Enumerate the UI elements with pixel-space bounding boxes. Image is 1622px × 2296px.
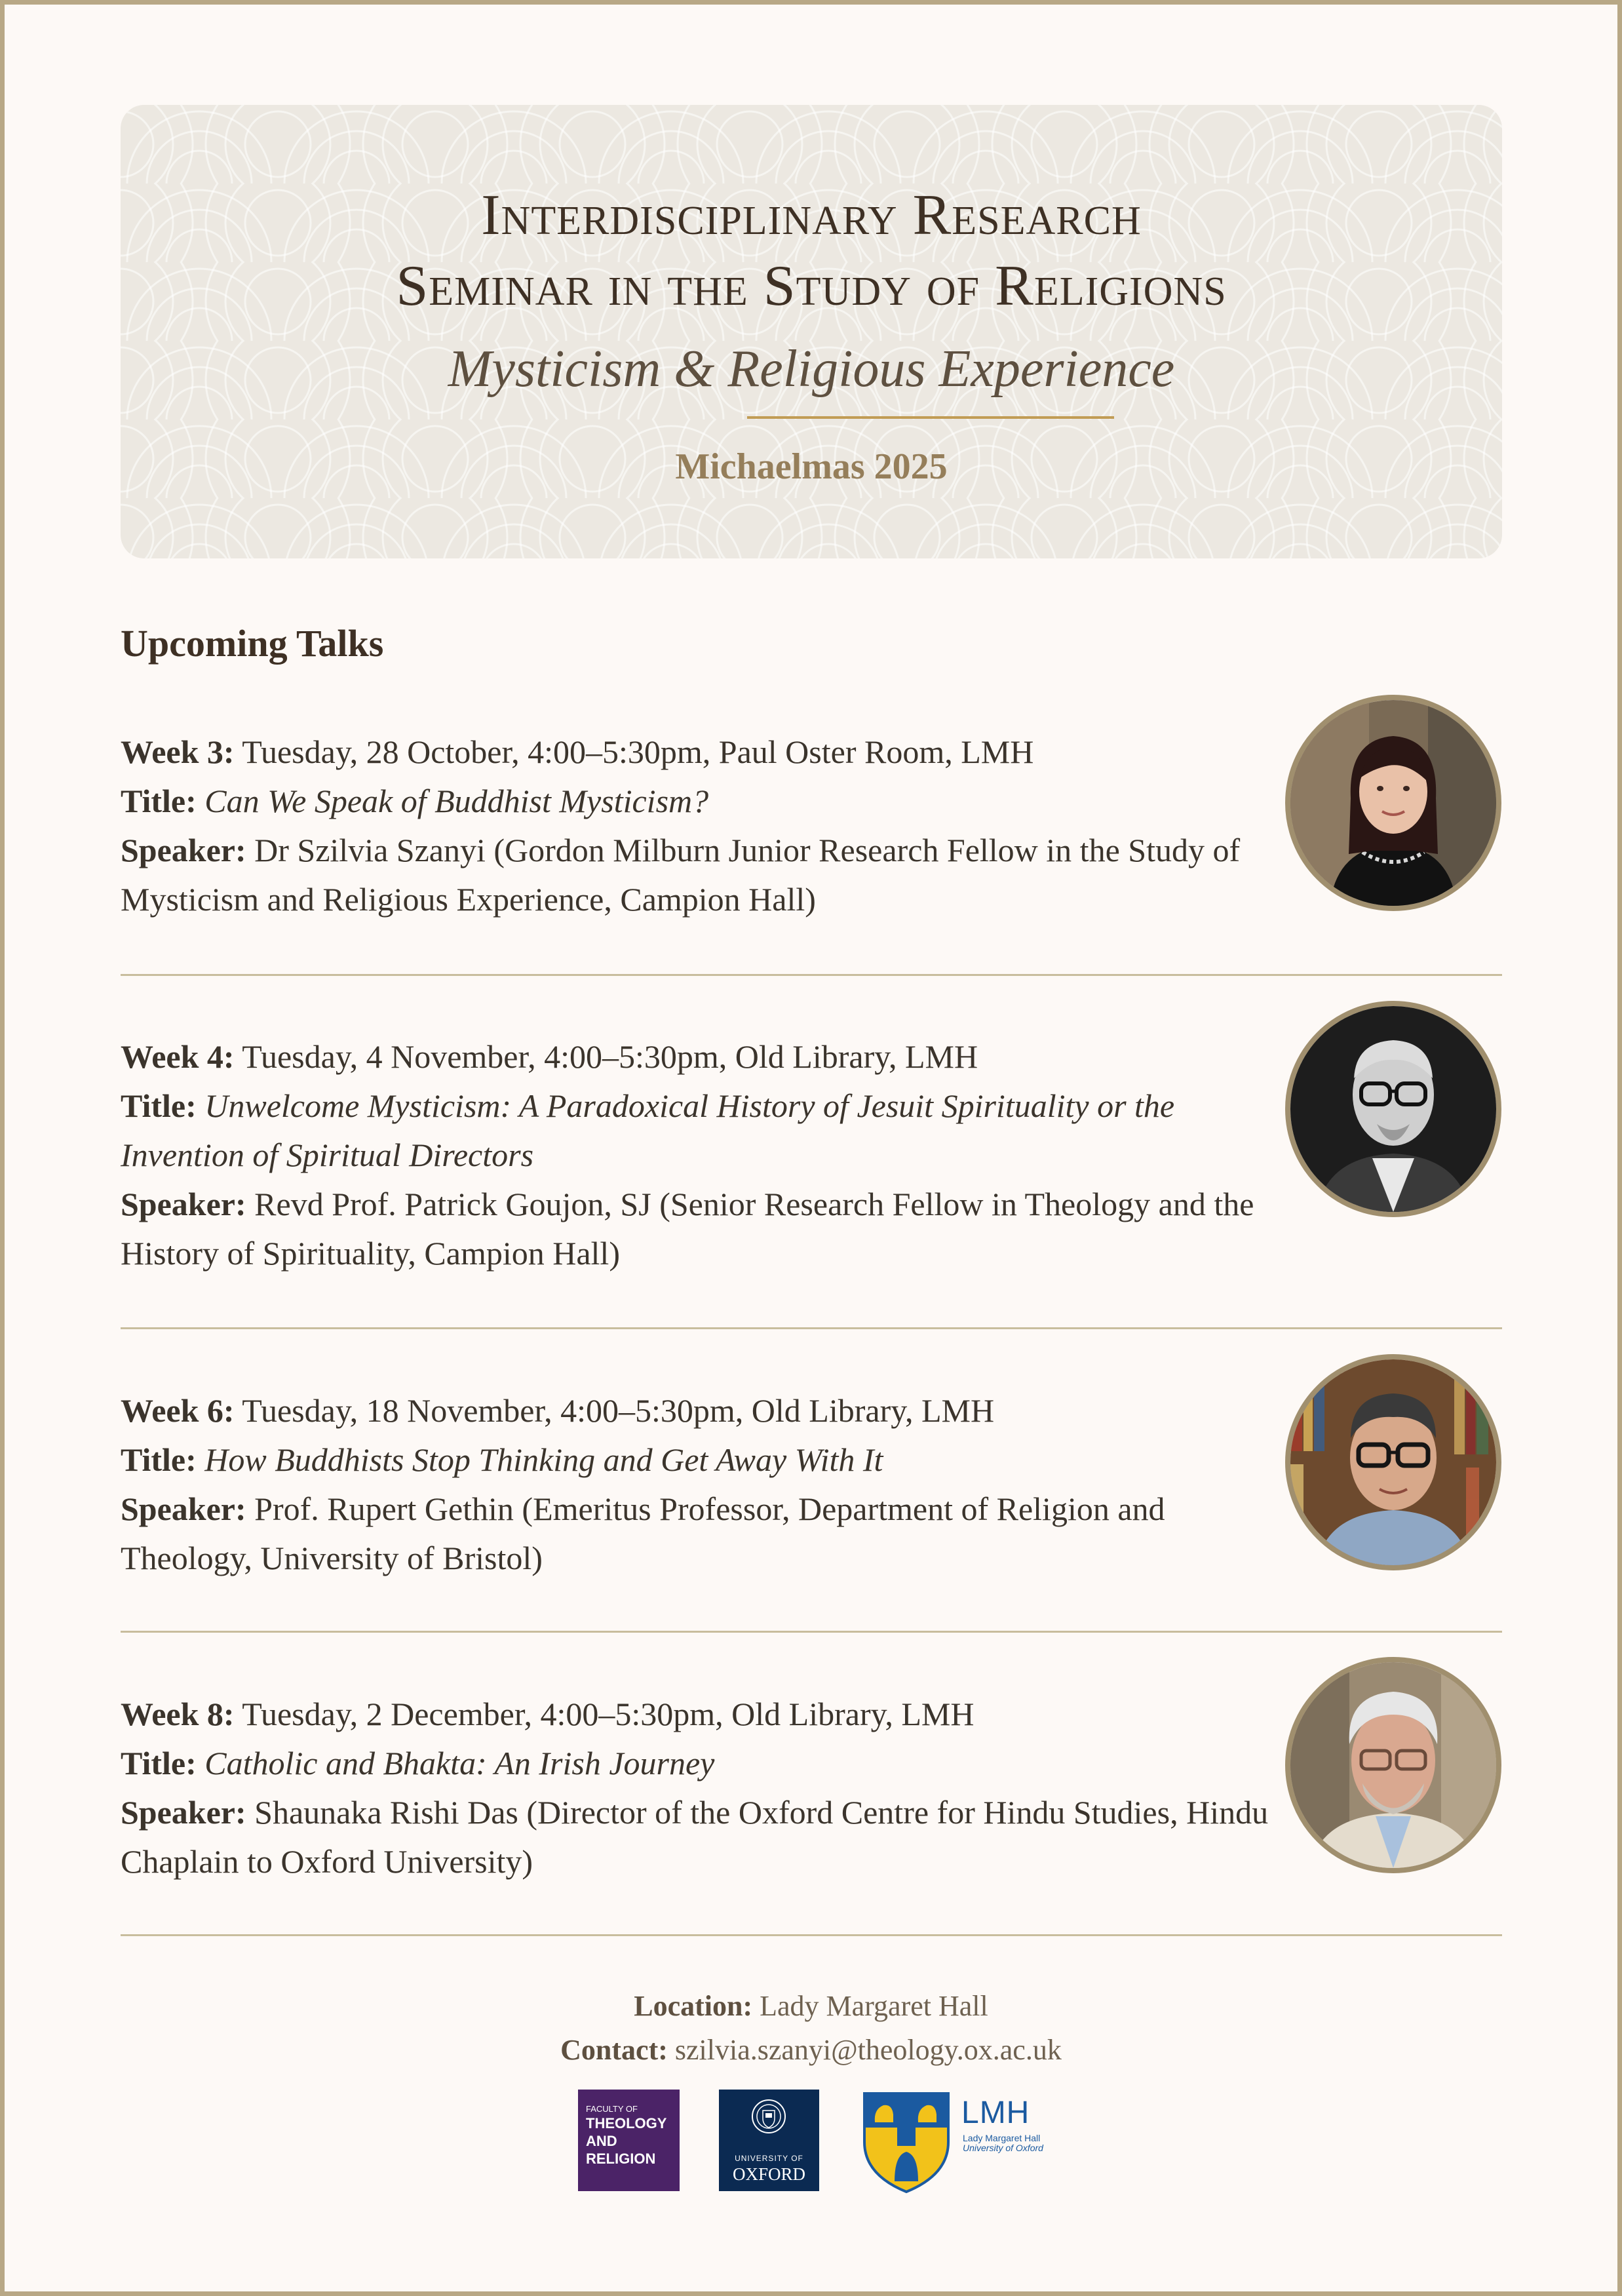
location-label: Location:: [634, 1990, 753, 2022]
week-label: Week 8:: [121, 1696, 235, 1732]
speaker-label: Speaker:: [121, 1794, 246, 1831]
speaker-photo-das: [1285, 1657, 1501, 1873]
talk-speaker: Shaunaka Rishi Das (Director of the Oxford Centre for Hindu Studies, Hindu Chaplain to Oxford University): [121, 1794, 1269, 1880]
talk-entry-week8: [121, 1690, 1274, 1886]
talk-title-line: [121, 777, 1274, 826]
talk-title: How Buddhists Stop Thinking and Get Away With It: [204, 1441, 883, 1478]
contact-line: [0, 2033, 1622, 2067]
logo-oxford-big: OXFORD: [732, 2164, 806, 2184]
seminar-title-line1: Interdisciplinary Research: [481, 184, 1142, 247]
logo-faculty-line1: THEOLOGY: [586, 2115, 667, 2131]
talk-speaker-line: [121, 1788, 1274, 1886]
contact-label: Contact:: [560, 2034, 668, 2066]
title-label: Title:: [121, 1441, 197, 1478]
logo-faculty-line2: AND: [586, 2133, 617, 2149]
faculty-theology-logo: [578, 2090, 680, 2191]
title-label: Title:: [121, 783, 197, 819]
week-label: Week 4:: [121, 1038, 235, 1075]
talk-datetime: Tuesday, 28 October, 4:00–5:30pm, Paul Oster Room, LMH: [242, 733, 1034, 770]
talk-datetime: Tuesday, 18 November, 4:00–5:30pm, Old Library, LMH: [242, 1392, 995, 1429]
section-heading: Upcoming Talks: [121, 622, 384, 665]
lmh-shield-icon: [860, 2090, 952, 2194]
talk-datetime: Tuesday, 4 November, 4:00–5:30pm, Old Library, LMH: [242, 1038, 978, 1075]
talk-title-line: [121, 1435, 1274, 1485]
logo-faculty-small: FACULTY OF: [586, 2104, 638, 2114]
title-label: Title:: [121, 1745, 197, 1781]
logo-lmh-line1: Lady Margaret Hall: [963, 2133, 1041, 2143]
talk-when: [121, 1690, 1274, 1739]
title-label: Title:: [121, 1087, 197, 1124]
talk-title: Can We Speak of Buddhist Mysticism?: [204, 783, 709, 819]
logo-faculty-line3: RELIGION: [586, 2150, 656, 2167]
talk-when: [121, 1386, 1274, 1435]
talk-entry-week6: [121, 1386, 1274, 1583]
talk-divider: [121, 1631, 1502, 1633]
week-label: Week 3:: [121, 733, 235, 770]
talk-speaker: Revd Prof. Patrick Goujon, SJ (Senior Research Fellow in Theology and the History of Spirituality, Campion Hall): [121, 1186, 1254, 1272]
talk-entry-week3: [121, 728, 1274, 924]
location-value: Lady Margaret Hall: [760, 1990, 988, 2022]
talk-speaker-line: [121, 1485, 1274, 1583]
contact-email[interactable]: szilvia.szanyi@theology.ox.ac.uk: [674, 2034, 1062, 2066]
talk-datetime: Tuesday, 2 December, 4:00–5:30pm, Old Library, LMH: [242, 1696, 975, 1732]
speaker-photo-gethin: [1285, 1354, 1501, 1570]
talk-entry-week4: [121, 1032, 1274, 1278]
seminar-subtitle: Mysticism & Religious Experience: [448, 340, 1175, 398]
talk-speaker: Prof. Rupert Gethin (Emeritus Professor, Department of Religion and Theology, University of Bristol): [121, 1490, 1165, 1576]
oxford-logo: [719, 2090, 819, 2191]
talk-title-line: [121, 1739, 1274, 1788]
talk-speaker: Dr Szilvia Szanyi (Gordon Milburn Junior Research Fellow in the Study of Mysticism and Religious Experience, Campion Hall): [121, 832, 1241, 918]
speaker-label: Speaker:: [121, 832, 246, 868]
talk-divider: [121, 974, 1502, 976]
wave-pattern: [121, 105, 1502, 558]
lmh-logo: [860, 2090, 1057, 2194]
gold-divider: [747, 416, 1114, 419]
seminar-title-line2: Seminar in the Study of Religions: [396, 254, 1227, 318]
talk-speaker-line: [121, 826, 1274, 924]
speaker-label: Speaker:: [121, 1186, 246, 1222]
talk-speaker-line: [121, 1180, 1274, 1278]
talk-when: [121, 728, 1274, 777]
talk-divider: [121, 1934, 1502, 1936]
logo-oxford-small: UNIVERSITY OF: [735, 2154, 803, 2163]
speaker-photo-szanyi: [1285, 695, 1501, 911]
week-label: Week 6:: [121, 1392, 235, 1429]
logo-lmh-abbr: LMH: [961, 2095, 1030, 2130]
talk-when: [121, 1032, 1274, 1081]
talk-title: Catholic and Bhakta: An Irish Journey: [204, 1745, 715, 1781]
term-label: Michaelmas 2025: [675, 446, 948, 487]
header-banner: [121, 105, 1502, 558]
logo-lmh-line2: University of Oxford: [963, 2143, 1043, 2153]
oxford-crest-icon: [751, 2099, 786, 2134]
talk-title: Unwelcome Mysticism: A Paradoxical History of Jesuit Spirituality or the Invention of Spiritual Directors: [121, 1087, 1175, 1173]
talk-title-line: [121, 1081, 1274, 1180]
talk-divider: [121, 1327, 1502, 1329]
location-line: [0, 1989, 1622, 2023]
speaker-photo-goujon: [1285, 1001, 1501, 1217]
speaker-label: Speaker:: [121, 1490, 246, 1527]
